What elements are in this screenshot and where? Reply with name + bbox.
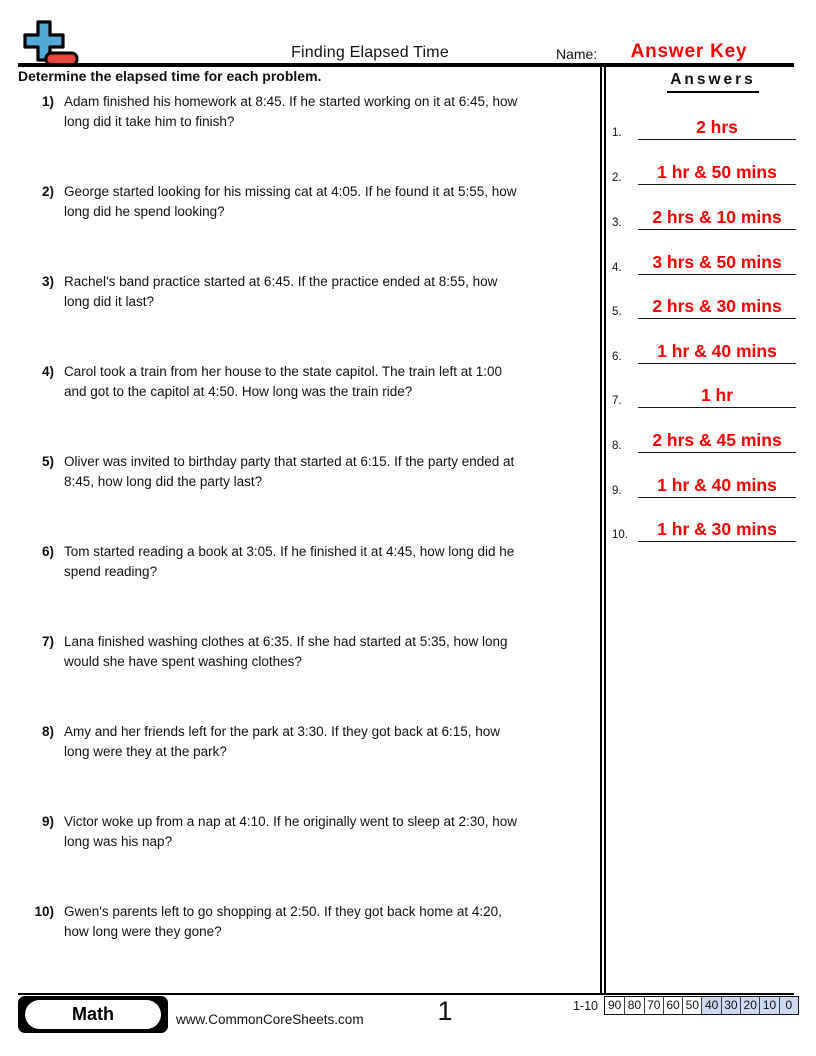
problem-line: would she have spent washing clothes?	[64, 653, 302, 669]
problem-number: 8)	[41, 724, 54, 739]
problem-item-9	[18, 812, 598, 851]
problem-number: 3)	[41, 274, 54, 289]
problem-number: 4)	[41, 364, 54, 379]
answer-value: 1 hr & 50 mins	[638, 158, 796, 185]
problem-line: long did it last?	[64, 293, 155, 309]
footer-rule	[18, 993, 794, 995]
problem-number: 9)	[41, 814, 54, 829]
score-range-label: 1-10	[572, 999, 598, 1013]
answer-number: 1.	[612, 127, 622, 139]
answer-value: 1 hr & 40 mins	[638, 471, 796, 498]
problem-text	[64, 92, 598, 131]
commoncoresheets-logo-icon	[23, 11, 103, 69]
problem-item-5	[18, 452, 598, 491]
problem-line: Rachel's band practice started at 6:45. If the practice ended at 8:55, how	[64, 274, 498, 289]
answer-value: 1 hr	[638, 381, 796, 408]
problem-item-1	[18, 92, 598, 131]
score-cell: 20	[740, 997, 759, 1014]
problem-text	[64, 722, 598, 761]
problem-item-10	[18, 902, 598, 941]
answer-row-6	[612, 337, 796, 364]
problem-text	[64, 632, 598, 671]
problem-line: Lana finished washing clothes at 6:35. If she had started at 5:35, how long	[64, 634, 508, 649]
problem-line: long did it take him to finish?	[64, 113, 235, 129]
page-number: 1	[437, 996, 453, 1026]
subject-badge-label: Math	[25, 1000, 161, 1029]
problem-item-8	[18, 722, 598, 761]
problem-line: long were they at the park?	[64, 743, 227, 759]
answer-row-1	[612, 113, 796, 140]
instruction-text: Determine the elapsed time for each problem.	[18, 68, 322, 84]
problem-line: Amy and her friends left for the park at 3:30. If they got back at 6:15, how	[64, 724, 500, 739]
problem-line: George started looking for his missing cat at 4:05. If he found it at 5:55, how	[64, 184, 517, 199]
answer-value: 3 hrs & 50 mins	[638, 248, 796, 275]
problem-item-2	[18, 182, 598, 221]
answer-row-3	[612, 203, 796, 230]
answer-value: 2 hrs & 45 mins	[638, 426, 796, 453]
answer-number: 2.	[612, 172, 622, 184]
answer-value: 2 hrs	[638, 113, 796, 140]
problem-text	[64, 812, 598, 851]
problem-item-3	[18, 272, 598, 311]
problem-text	[64, 902, 598, 941]
score-table	[604, 996, 799, 1015]
problem-line: Adam finished his homework at 8:45. If he started working on it at 6:45, how	[64, 94, 518, 109]
answer-row-2	[612, 158, 796, 185]
answer-number: 6.	[612, 351, 622, 363]
name-label: Name:	[556, 46, 598, 62]
problem-text	[64, 362, 598, 401]
problem-line: spend reading?	[64, 563, 158, 579]
problem-number: 1)	[41, 94, 54, 109]
problem-line: Tom started reading a book at 3:05. If he finished it at 4:45, how long did he	[64, 544, 515, 559]
problem-line: Carol took a train from her house to the state capitol. The train left at 1:00	[64, 364, 502, 379]
score-cell: 80	[624, 997, 643, 1014]
score-cell: 40	[701, 997, 720, 1014]
answer-number: 4.	[612, 262, 622, 274]
answer-row-10	[612, 515, 796, 542]
subject-badge	[18, 996, 168, 1033]
problem-number: 2)	[41, 184, 54, 199]
score-cell: 50	[682, 997, 701, 1014]
answer-value: 2 hrs & 10 mins	[638, 203, 796, 230]
score-cell: 0	[779, 997, 798, 1014]
website-link: www.CommonCoreSheets.com	[176, 1012, 364, 1027]
answer-value: 1 hr & 40 mins	[638, 337, 796, 364]
answer-row-5	[612, 292, 796, 319]
answer-row-8	[612, 426, 796, 453]
answer-number: 7.	[612, 395, 622, 407]
header-rule	[18, 63, 794, 67]
score-cell: 30	[721, 997, 740, 1014]
problem-line: how long were they gone?	[64, 923, 222, 939]
answer-number: 8.	[612, 440, 622, 452]
problem-item-6	[18, 542, 598, 581]
answer-value: 1 hr & 30 mins	[638, 515, 796, 542]
answers-heading-text: Answers	[667, 71, 759, 93]
answer-row-7	[612, 381, 796, 408]
answer-number: 9.	[612, 485, 622, 497]
problem-number: 10)	[34, 904, 54, 919]
score-cell: 70	[644, 997, 663, 1014]
problem-number: 6)	[41, 544, 54, 559]
answer-number: 10.	[612, 529, 628, 541]
problem-text	[64, 542, 598, 581]
answer-row-4	[612, 248, 796, 275]
problem-line: long did he spend looking?	[64, 203, 225, 219]
answers-heading	[630, 71, 796, 93]
problem-item-7	[18, 632, 598, 671]
problem-text	[64, 452, 598, 491]
problem-line: Gwen's parents left to go shopping at 2:50. If they got back home at 4:20,	[64, 904, 502, 919]
answer-value: 2 hrs & 30 mins	[638, 292, 796, 319]
answer-key-text: Answer Key	[630, 41, 748, 62]
problem-number: 7)	[41, 634, 54, 649]
score-cell: 10	[759, 997, 778, 1014]
problem-text	[64, 182, 598, 221]
problem-line: and got to the capitol at 4:50. How long was the train ride?	[64, 383, 413, 399]
problem-line: Oliver was invited to birthday party that started at 6:15. If the party ended at	[64, 454, 515, 469]
answer-number: 5.	[612, 306, 622, 318]
problem-text	[64, 272, 598, 311]
score-cell: 60	[663, 997, 682, 1014]
problem-line: Victor woke up from a nap at 4:10. If he originally went to sleep at 2:30, how	[64, 814, 518, 829]
score-cell: 90	[605, 997, 624, 1014]
answer-number: 3.	[612, 217, 622, 229]
answer-row-9	[612, 471, 796, 498]
problem-number: 5)	[41, 454, 54, 469]
page-title: Finding Elapsed Time	[291, 44, 449, 61]
column-divider	[600, 66, 606, 993]
problem-line: long was his nap?	[64, 833, 173, 849]
problem-item-4	[18, 362, 598, 401]
problem-line: 8:45, how long did the party last?	[64, 473, 263, 489]
